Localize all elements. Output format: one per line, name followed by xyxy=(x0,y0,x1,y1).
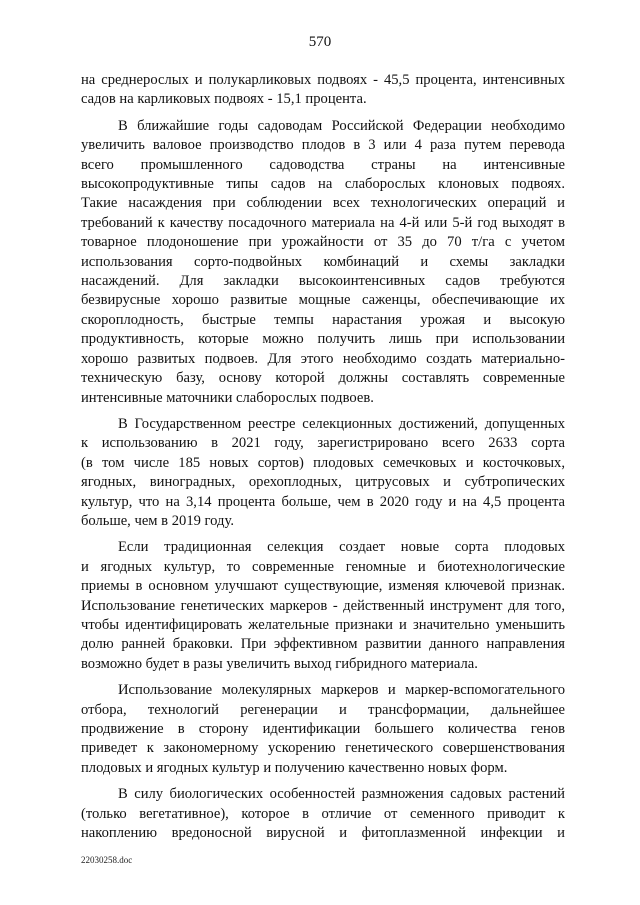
text-line: и ягодных культур, то современные геномные и биотехнологические xyxy=(81,558,565,575)
text-line: приведет к закономерному ускорению генетического совершенствования xyxy=(81,740,565,757)
text-line: на среднерослых и полукарликовых подвоях - 45,5 процента, интенсивных xyxy=(81,72,565,88)
text-line: использования сорто-подвойных комбинаций и схемы закладки xyxy=(81,253,565,270)
text-line: всего промышленного садоводства страны на интенсивные xyxy=(81,156,565,173)
text-line: к использованию в 2021 году, зарегистрировано всего 2633 сорта xyxy=(81,435,565,452)
text-line: хорошо развитых подвоев. Для этого необходимо создать материально- xyxy=(81,350,565,367)
text-line: садов на карликовых подвоях - 15,1 процента. xyxy=(81,91,367,108)
text-line: интенсивные маточники слаборослых подвоев. xyxy=(81,389,374,406)
text-line: Использование генетических маркеров - действенный инструмент для того, xyxy=(81,597,565,614)
text-line: товарное плодоношение при урожайности от 35 до 70 т/га с учетом xyxy=(81,234,565,251)
paragraph-gap xyxy=(81,531,565,538)
text-line: культур, что на 3,14 процента больше, чем в 2020 году и на 4,5 процента xyxy=(81,493,565,510)
text-line: долю ранней браковки. При эффективном развитии данного направления xyxy=(81,636,565,653)
paragraph xyxy=(81,538,565,674)
paragraph xyxy=(81,785,565,843)
text-line: насаждений. Для закладки высокоинтенсивных садов требуются xyxy=(81,273,565,290)
text-line: Такие насаждения при соблюдении всех технологических операций и xyxy=(81,195,565,212)
text-line: (в том числе 185 новых сортов) плодовых семечковых и косточковых, xyxy=(81,454,565,471)
paragraph-gap xyxy=(81,110,565,117)
text-line: возможно будет в разы увеличить выход гибридного материала. xyxy=(81,655,478,672)
text-line: приемы в основном улучшают существующие, изменяя ключевой признак. xyxy=(81,578,565,595)
text-line: В Государственном реестре селекционных достижений, допущенных xyxy=(118,415,565,432)
text-line: увеличить валовое производство плодов в 3 или 4 раза путем перевода xyxy=(81,137,565,154)
text-line: ягодных, виноградных, орехоплодных, цитрусовых и субтропических xyxy=(81,474,565,491)
text-line: высокопродуктивные типы садов на слаборослых клоновых подвоях. xyxy=(81,176,565,193)
paragraph-gap xyxy=(81,674,565,681)
text-line: чтобы идентифицировать желательные признаки и значительно уменьшить xyxy=(81,616,565,633)
text-line: продвижение в сторону идентификации большего количества генов xyxy=(81,721,565,737)
text-line: требований к качеству посадочного материала на 4-й или 5-й год выходят в xyxy=(81,214,565,231)
document-body xyxy=(81,71,565,843)
paragraph xyxy=(81,681,565,778)
text-line: отбора, технологий регенерации и трансформации, дальнейшее xyxy=(81,701,565,718)
page-number: 570 xyxy=(308,34,332,50)
paragraph xyxy=(81,415,565,531)
text-line: (только вегетативное), которое в отличие от семенного приводит к xyxy=(81,805,565,822)
text-line: плодовых и ягодных культур и получению качественно новых форм. xyxy=(81,759,508,776)
text-line: скороплодность, быстрые темпы нарастания урожая и высокую xyxy=(81,311,565,328)
text-line: безвирусные хорошо развитые мощные саженцы, обеспечивающие их xyxy=(81,292,565,309)
text-line: накоплению вредоносной вирусной и фитоплазменной инфекции и xyxy=(81,825,565,842)
text-line: продуктивность, которые можно получить лишь при использовании xyxy=(81,331,565,348)
text-line: техническую базу, основу которой должны составлять современные xyxy=(81,370,565,387)
paragraph xyxy=(81,71,565,110)
text-line: Если традиционная селекция создает новые сорта плодовых xyxy=(118,539,565,556)
text-line: больше, чем в 2019 году. xyxy=(81,512,234,529)
paragraph xyxy=(81,117,565,408)
footer-filename: 22030258.doc xyxy=(81,855,133,865)
paragraph-gap xyxy=(81,778,565,785)
text-line: В ближайшие годы садоводам Российской Федерации необходимо xyxy=(118,117,565,134)
paragraph-gap xyxy=(81,408,565,415)
text-line: Использование молекулярных маркеров и маркер-вспомогательного xyxy=(118,682,565,699)
text-line: В силу биологических особенностей размножения садовых растений xyxy=(118,786,565,803)
